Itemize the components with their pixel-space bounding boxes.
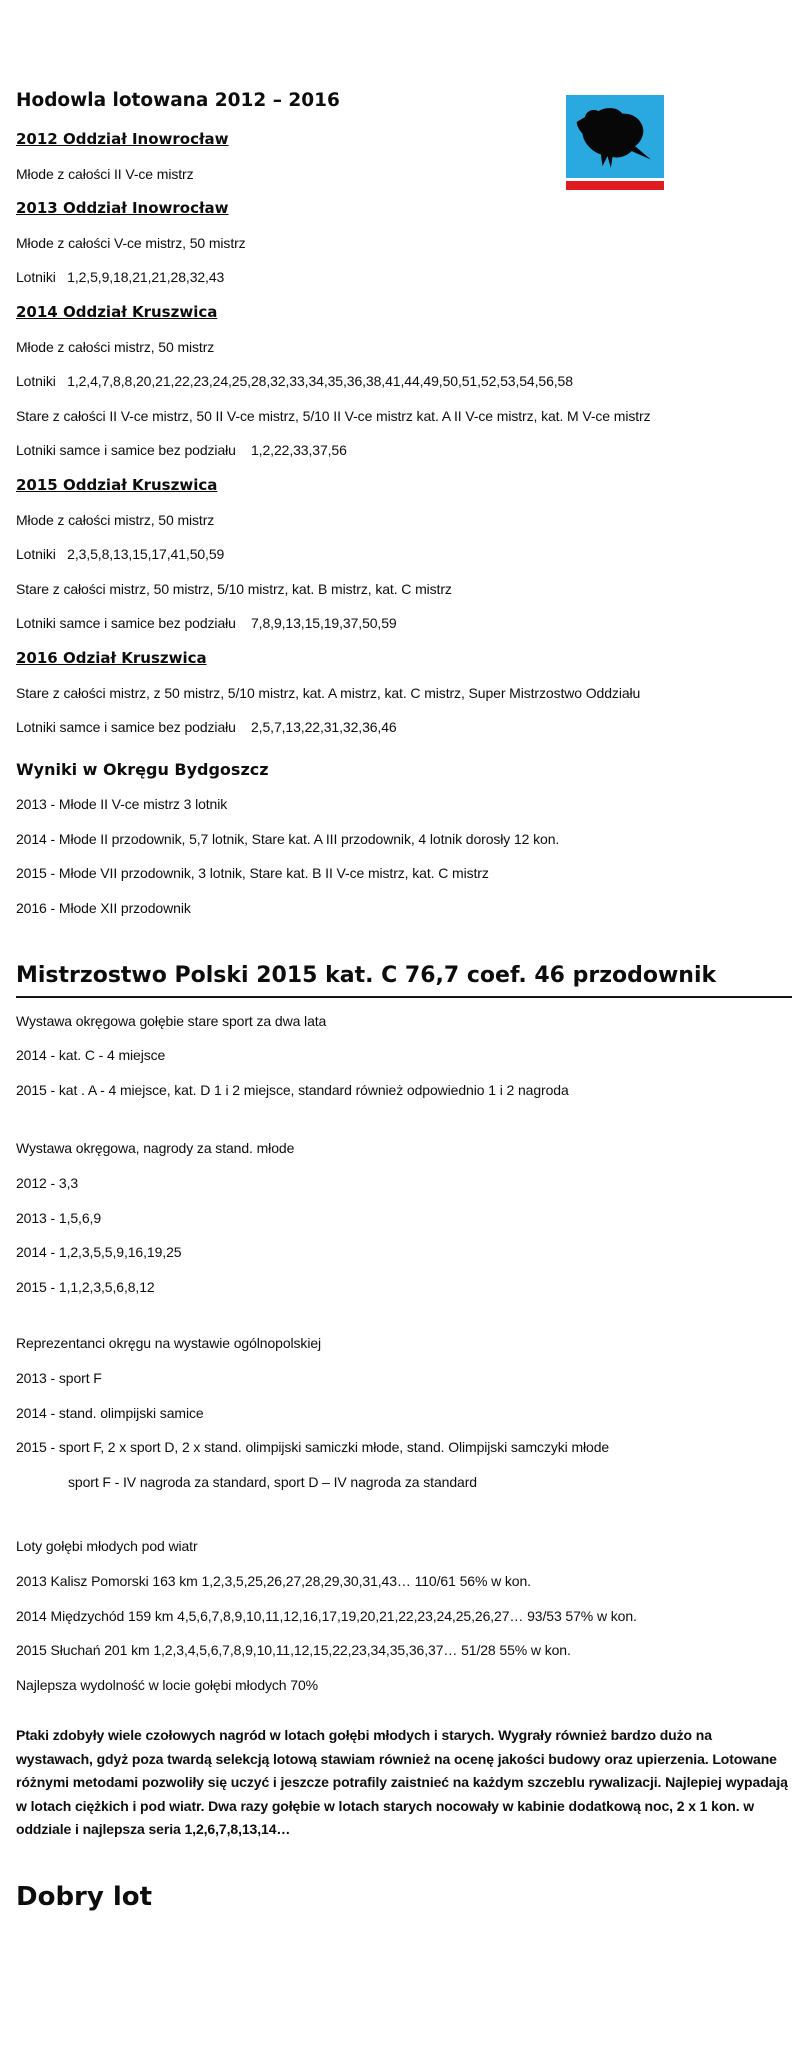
- national-championship-heading: Mistrzostwo Polski 2015 kat. C 76,7 coef. 46 przodownik: [16, 956, 792, 998]
- district-line: 2014 - Młode II przodownik, 5,7 lotnik, Stare kat. A III przodownik, 4 lotnik dorosły 12 kon.: [16, 830, 560, 847]
- district-line: 2015 - Młode VII przodownik, 3 lotnik, Stare kat. B II V-ce mistrz, kat. C mistrz: [16, 865, 489, 882]
- exhibition-line: 2015 - kat . A - 4 miejsce, kat. D 1 i 2 miejsce, standard również odpowiednio 1 i 2 nagroda: [16, 1081, 569, 1098]
- section-heading-2013: 2013 Oddział Inowrocław: [16, 199, 229, 218]
- section-district-results: [16, 753, 792, 926]
- section-heading-2012: 2012 Oddział Inowrocław: [16, 130, 229, 148]
- section-exhibition-young: [16, 1131, 792, 1304]
- pigeon-icon: [566, 95, 664, 178]
- result-line: Lotniki 1,2,5,9,18,21,21,28,32,43: [16, 269, 225, 286]
- result-line: Lotniki samce i samice bez podziału 2,5,7,13,22,31,32,36,46: [16, 719, 397, 736]
- club-logo: [566, 95, 664, 190]
- section-heading-2016: 2016 Odział Kruszwica: [16, 648, 207, 667]
- representatives-line: 2015 - sport F, 2 x sport D, 2 x stand. olimpijski samiczki młode, stand. Olimpijski samczyki młode: [16, 1439, 610, 1456]
- result-line: Lotniki 1,2,4,7,8,8,20,21,22,23,24,25,28,32,33,34,35,36,38,41,44,49,50,51,52,53,54,56,58: [16, 373, 573, 390]
- flights-footnote: Najlepsza wydolność w locie gołębi młodych 70%: [16, 1676, 318, 1693]
- exhibition-line: 2012 - 3,3: [16, 1175, 79, 1192]
- summary-paragraph: Ptaki zdobyły wiele czołowych nagród w lotach gołębi młodych i starych. Wygrały również bardzo dużo na wystawach, gdyż poza twardą selekcją lotową stawiam również na ocenę jakości budowy oraz upierzenia. Lotowane różnymi metodami pozwoliły się uczyć i jeszcze potrafily zaistnieć na każdym szczeblu rywalizacji. Najlepiej wypadają w lotach ciężkich i pod wiatr. Dwa razy gołębie w lotach starych nocowały w kabinie dodatkową noc, 2 x 1 kon. w oddziale i najlepsza seria 1,2,6,7,8,13,14…: [16, 1727, 788, 1838]
- page-content: [0, 88, 800, 1914]
- exhibition-young-intro: Wystawa okręgowa, nagrody za stand. młode: [16, 1140, 295, 1157]
- section-2012: [16, 122, 792, 191]
- section-exhibition-old: [16, 1004, 792, 1108]
- representatives-indented-line: sport F - IV nagroda za standard, sport D – IV nagroda za standard: [68, 1473, 477, 1490]
- representatives-line: 2013 - sport F: [16, 1370, 102, 1386]
- district-heading: Wyniki w Okręgu Bydgoszcz: [16, 759, 269, 779]
- result-line: Stare z całości mistrz, 50 mistrz, 5/10 mistrz, kat. B mistrz, kat. C mistrz: [16, 580, 452, 597]
- section-2015: [16, 468, 792, 641]
- exhibition-line: 2013 - 1,5,6,9: [16, 1209, 101, 1226]
- result-line: Młode z całości V-ce mistrz, 50 mistrz: [16, 234, 246, 251]
- young-flights-intro: Loty gołębi młodych pod wiatr: [16, 1538, 198, 1555]
- section-representatives: [16, 1326, 792, 1499]
- exhibition-line: 2015 - 1,1,2,3,5,6,8,12: [16, 1278, 155, 1295]
- logo-red-bar: [566, 181, 664, 190]
- section-2016: [16, 641, 792, 745]
- flight-line: 2013 Kalisz Pomorski 163 km 1,2,3,5,25,26,27,28,29,30,31,43… 110/61 56% w kon.: [16, 1572, 531, 1589]
- exhibition-old-intro: Wystawa okręgowa gołębie stare sport za dwa lata: [16, 1012, 327, 1029]
- result-line: Lotniki samce i samice bez podziału 1,2,22,33,37,56: [16, 442, 347, 459]
- representatives-line: 2014 - stand. olimpijski samice: [16, 1404, 204, 1421]
- page-title: Hodowla lotowana 2012 – 2016: [16, 90, 340, 111]
- result-line: Młode z całości mistrz, 50 mistrz: [16, 511, 215, 528]
- result-line: Młode z całości II V-ce mistrz: [16, 165, 194, 182]
- result-line: Lotniki 2,3,5,8,13,15,17,41,50,59: [16, 546, 225, 563]
- result-line: Lotniki samce i samice bez podziału 7,8,9,13,15,19,37,50,59: [16, 615, 397, 632]
- section-heading-2015: 2015 Oddział Kruszwica: [16, 475, 218, 494]
- district-line: 2016 - Młode XII przodownik: [16, 900, 191, 917]
- result-line: Stare z całości II V-ce mistrz, 50 II V-ce mistrz, 5/10 II V-ce mistrz kat. A II V-ce mistrz, kat. M V-ce mistrz: [16, 407, 651, 424]
- exhibition-line: 2014 - 1,2,3,5,5,9,16,19,25: [16, 1244, 182, 1261]
- result-line: Stare z całości mistrz, z 50 mistrz, 5/10 mistrz, kat. A mistrz, kat. C mistrz, Super Mistrzostwo Oddziału: [16, 684, 641, 701]
- result-line: Młode z całości mistrz, 50 mistrz: [16, 338, 215, 355]
- closing-text: Dobry lot: [16, 1881, 153, 1912]
- section-young-flights: [16, 1529, 792, 1702]
- section-2013: [16, 191, 792, 295]
- section-heading-2014: 2014 Oddział Kruszwica: [16, 302, 218, 321]
- flight-line: 2015 Słuchań 201 km 1,2,3,4,5,6,7,8,9,10,11,12,15,22,23,34,35,36,37… 51/28 55% w kon.: [16, 1642, 571, 1659]
- district-line: 2013 - Młode II V-ce mistrz 3 lotnik: [16, 796, 228, 813]
- section-2014: [16, 295, 792, 468]
- representatives-intro: Reprezentanci okręgu na wystawie ogólnopolskiej: [16, 1335, 322, 1352]
- exhibition-line: 2014 - kat. C - 4 miejsce: [16, 1047, 166, 1064]
- flight-line: 2014 Międzychód 159 km 4,5,6,7,8,9,10,11,12,16,17,19,20,21,22,23,24,25,26,27… 93/53 57% w kon.: [16, 1607, 637, 1624]
